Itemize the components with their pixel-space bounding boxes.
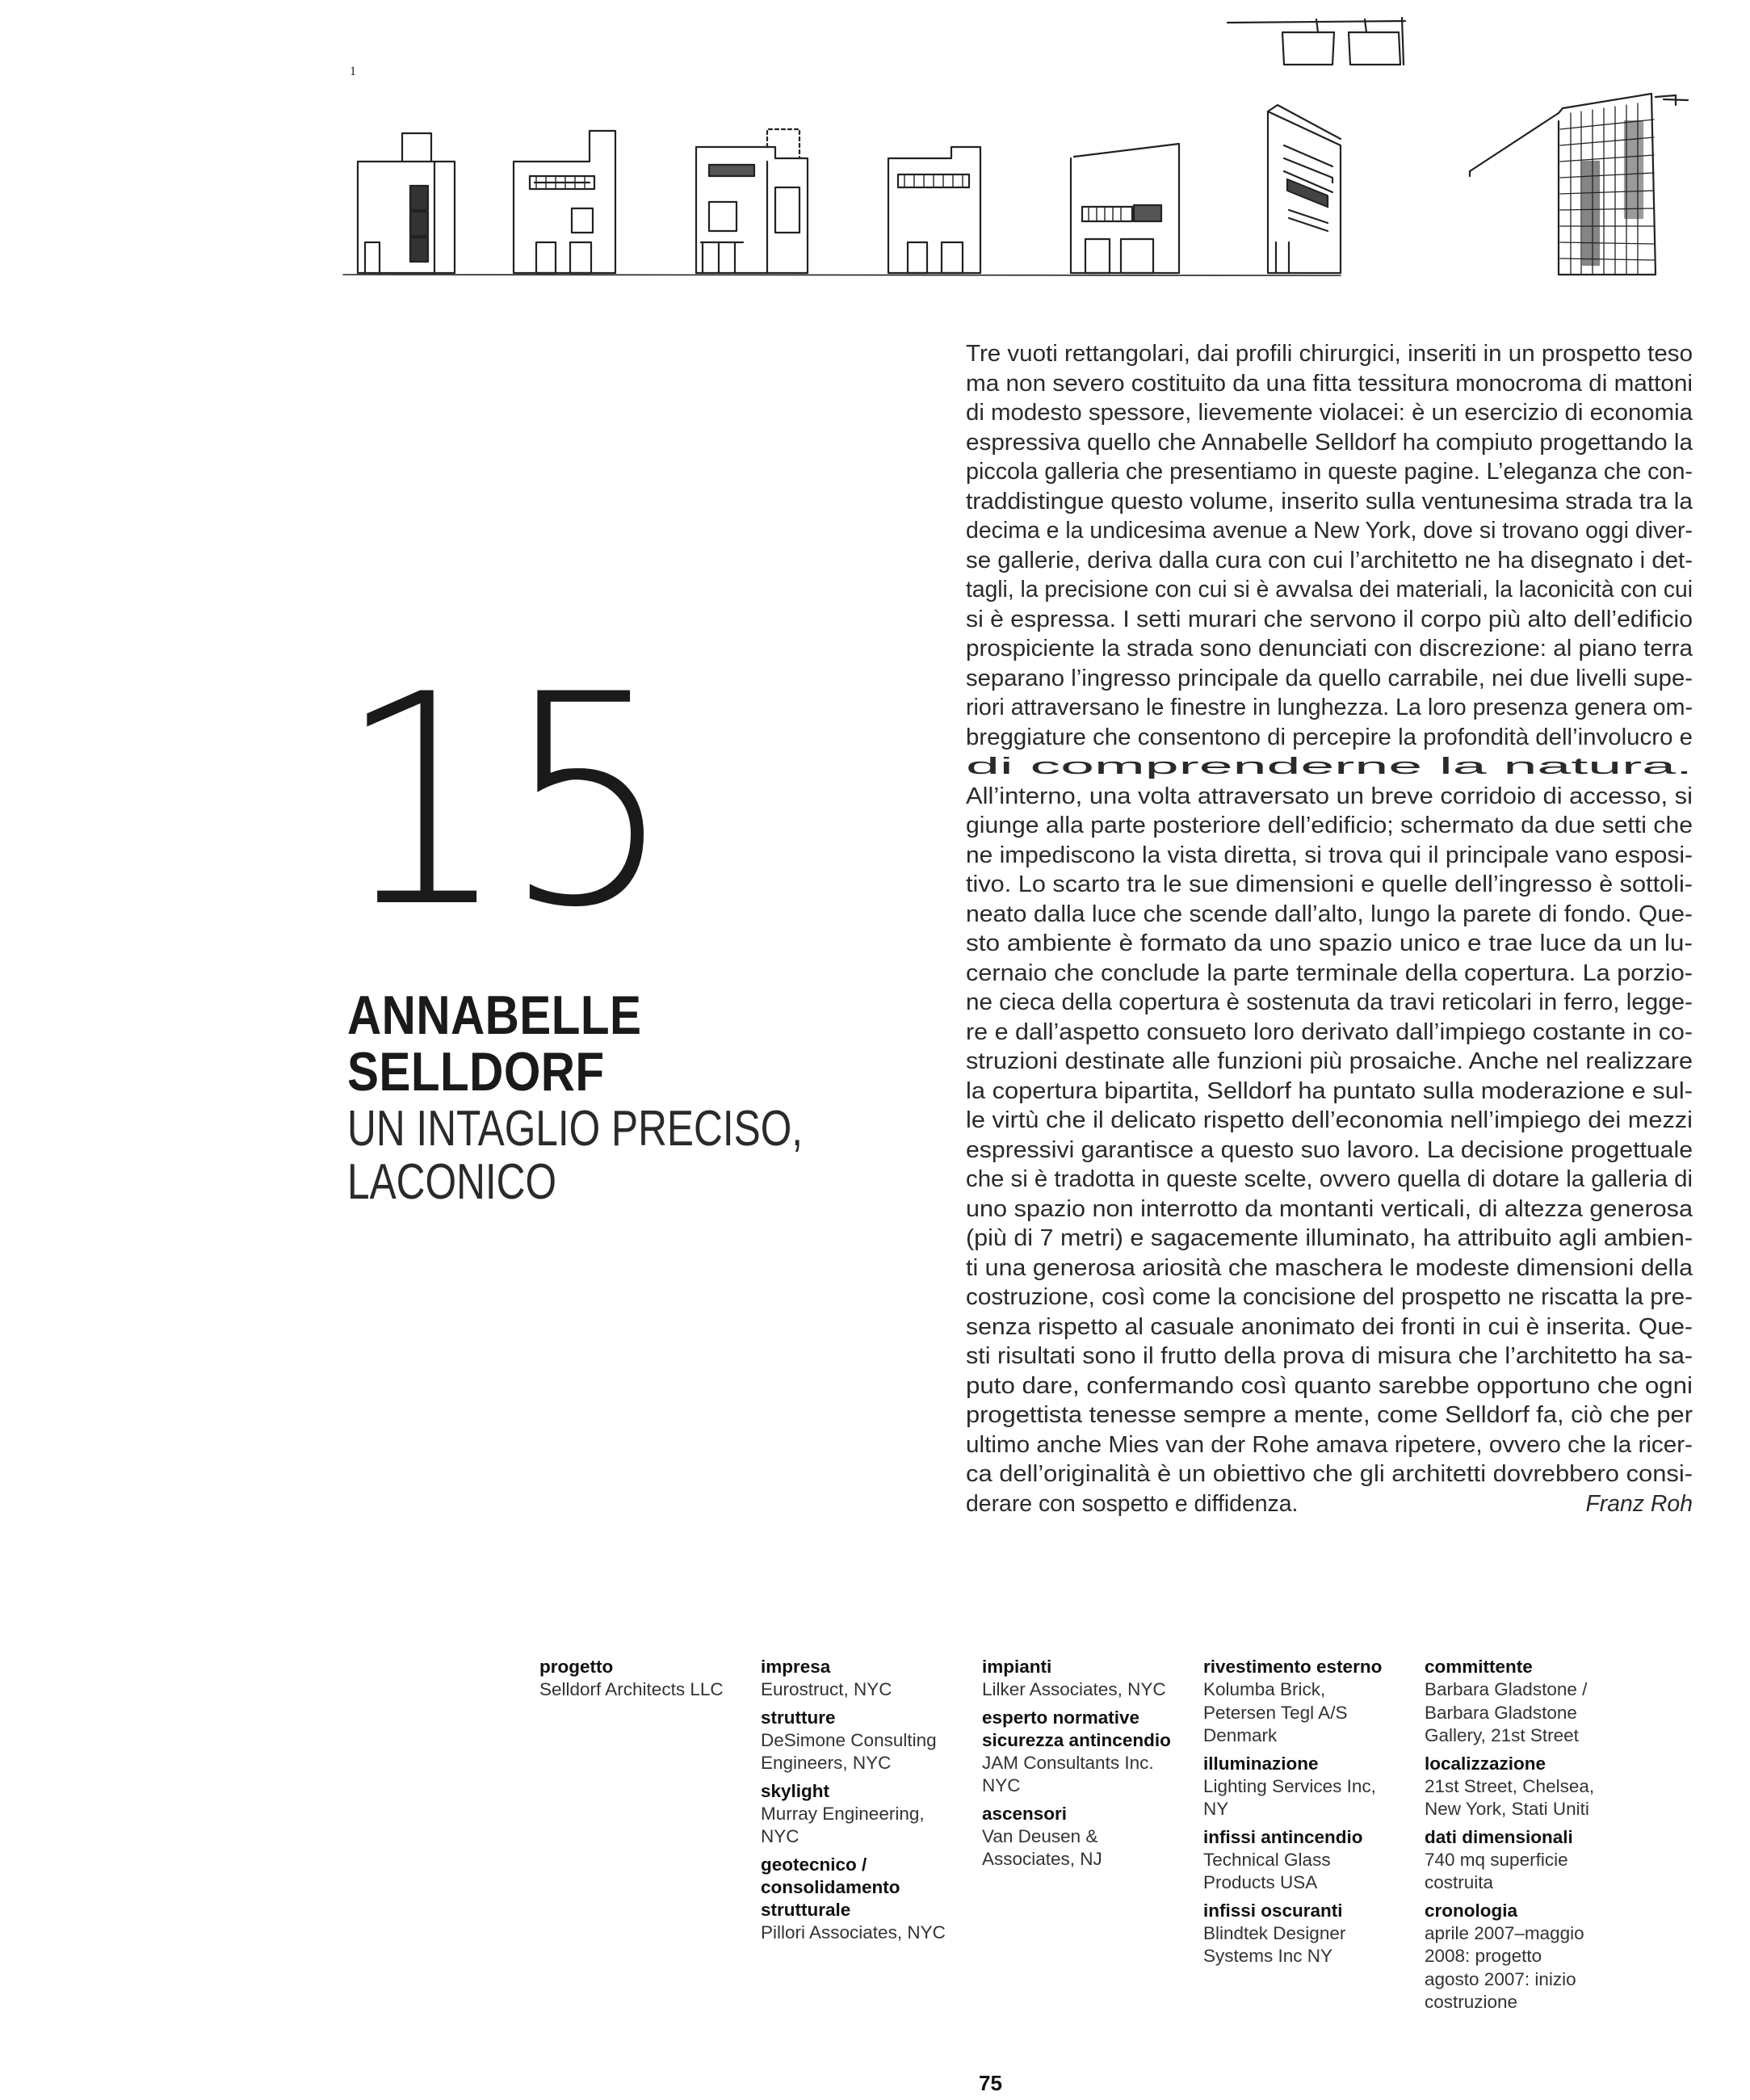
article-line: senza rispetto al casuale anonimato dei fronti in cui è inserita. Que- (966, 1313, 1693, 1340)
credit-entry (1425, 1826, 1646, 1895)
credits-column (761, 1656, 982, 2019)
credit-entry (1203, 1826, 1425, 1895)
credit-label: illuminazione (1203, 1753, 1319, 1774)
article-line: progettista tenesse sempre a mente, come Selldorf fa, ciò che per (966, 1402, 1693, 1428)
credit-entry (982, 1803, 1203, 1871)
credit-entry (982, 1656, 1203, 1702)
credit-entry (1203, 1900, 1425, 1968)
credit-entry (1203, 1656, 1425, 1748)
article-body (966, 339, 1693, 1518)
article-line: All’interno, una volta attraversato un breve corridoio di accesso, si (966, 783, 1693, 809)
credit-label: dati dimensionali (1425, 1826, 1573, 1847)
building-elevation-sketch-4 (888, 147, 980, 273)
credit-value: Lilker Associates, NYC (982, 1679, 1166, 1699)
article-line: tagli, la precisione con cui si è avvalsa dei materiali, la laconicità con cui (966, 577, 1693, 603)
figure-number: 1 (350, 65, 356, 78)
credit-entry (1425, 1900, 1646, 2014)
building-perspective-sketch (1470, 94, 1688, 275)
article-line: (più di 7 metri) e sagacemente illuminato, ha attribuito agli ambien- (966, 1225, 1693, 1251)
article-line: prospiciente la strada sono denunciati con discrezione: al piano terra (966, 636, 1693, 662)
article-line: Tre vuoti rettangolari, dai profili chirurgici, inseriti in un prospetto teso (966, 341, 1693, 367)
credit-label: localizzazione (1425, 1753, 1546, 1774)
credit-entry (761, 1656, 982, 1702)
article-line: cernaio che conclude la parte terminale della copertura. La porzio- (966, 960, 1693, 986)
article-last-line (966, 1489, 1693, 1519)
article-line: ultimo anche Mies van der Rohe amava ripetere, ovvero che la ricer- (966, 1431, 1693, 1458)
credit-value: aprile 2007–maggio 2008: progetto agosto 2007: inizio costruzione (1425, 1922, 1584, 2012)
credits-column (1203, 1656, 1425, 2019)
credit-label: geotecnico / consolidamento strutturale (761, 1854, 900, 1920)
credit-value: Barbara Gladstone / Barbara Gladstone Gallery, 21st Street (1425, 1679, 1588, 1745)
article-line: sto ambiente è formato da uno spazio unico e trae luce da un lu- (966, 930, 1693, 956)
credit-value: Murray Engineering, NYC (761, 1803, 925, 1846)
credit-label: impianti (982, 1657, 1052, 1677)
credit-label: progetto (539, 1657, 614, 1677)
credit-label: infissi oscuranti (1203, 1900, 1343, 1921)
article-closing-text: derare con sospetto e diffidenza. (966, 1490, 1299, 1517)
page-number: 75 (979, 2071, 1002, 2095)
credit-label: ascensori (982, 1803, 1068, 1824)
author-name: ANNABELLE SELLDORF (347, 985, 642, 1102)
article-line: ti una generosa ariosità che maschera le modeste dimensioni della (966, 1254, 1693, 1281)
article-line: puto dare, confermando così quanto sarebbe opportuno che ogni (966, 1372, 1693, 1399)
article-line: ca dell’originalità è un obiettivo che gli architetti dovrebbero consi- (966, 1461, 1693, 1487)
credits-column (1425, 1656, 1646, 2019)
article-line: che si è tradotta in queste scelte, ovvero quella di dotare la galleria di (966, 1166, 1693, 1192)
article-line: riori attraversano le finestre in lunghezza. La loro presenza genera om- (966, 695, 1693, 720)
building-elevation-sketch-3 (696, 129, 808, 273)
article-line: separano l’ingresso principale da quello carrabile, nei due livelli supe- (966, 665, 1693, 691)
credit-entry (761, 1707, 982, 1775)
credit-entry (1425, 1656, 1646, 1748)
credit-label: strutture (761, 1707, 836, 1728)
credit-entry (1425, 1753, 1646, 1821)
article-line: la copertura bipartita, Selldorf ha puntato sulla moderazione e sul- (966, 1077, 1693, 1104)
article-line: re e dall’aspetto consueto loro derivato dall’impiego costante in co- (966, 1018, 1693, 1045)
credit-value: 21st Street, Chelsea, New York, Stati Uniti (1425, 1775, 1595, 1819)
credit-value: 740 mq superficie costruita (1425, 1849, 1568, 1892)
credit-value: Pillori Associates, NYC (761, 1922, 946, 1942)
article-line: espressivi garantisce a questo suo lavoro. La decisione progettuale (966, 1136, 1693, 1163)
elevation-sketches (0, 0, 1750, 291)
credit-label: committente (1425, 1657, 1533, 1677)
article-line: le virtù che il delicato rispetto dell’economia nell’impiego dei mezzi (966, 1107, 1693, 1133)
credit-value: Selldorf Architects LLC (539, 1679, 724, 1699)
credit-value: Van Deusen & Associates, NJ (982, 1825, 1102, 1869)
article-line: decima e la undicesima avenue a New York, dove si trovano oggi diver- (966, 518, 1693, 544)
credit-entry (539, 1656, 761, 1702)
credit-value: DeSimone Consulting Engineers, NYC (761, 1729, 937, 1773)
credit-label: skylight (761, 1780, 830, 1801)
article-line: se gallerie, deriva dalla cura con cui l’architetto ne ha disegnato i det- (966, 547, 1693, 573)
article-line: ne cieca della copertura è sostenuta da travi reticolari in ferro, legge- (966, 989, 1693, 1015)
article-line: uno spazio non interrotto da montanti verticali, di altezza generosa (966, 1195, 1693, 1222)
credit-entry (761, 1854, 982, 1945)
credit-label: impresa (761, 1657, 831, 1677)
article-line: piccola galleria che presentiamo in queste pagine. L’eleganza che con- (966, 459, 1693, 485)
article-line: ne impediscono la vista diretta, si trova qui il principale vano esposi- (966, 842, 1693, 868)
article-line: espressiva quello che Annabelle Selldorf ha compiuto progettando la (966, 429, 1693, 456)
project-credits (539, 1656, 1702, 2019)
credit-entry (982, 1707, 1203, 1798)
credit-value: Eurostruct, NYC (761, 1679, 892, 1699)
building-elevation-sketch-1 (358, 133, 455, 273)
credit-value: Technical Glass Products USA (1203, 1849, 1331, 1892)
article-line: tivo. Lo scarto tra le sue dimensioni e quelle dell’ingresso è sottoli- (966, 872, 1693, 897)
credit-value: Kolumba Brick, Petersen Tegl A/S Denmark (1203, 1679, 1348, 1745)
credit-entry (761, 1780, 982, 1849)
article-line: costruzione, così come la concisione del prospetto ne riscatta la pre- (966, 1284, 1693, 1310)
credit-value: Lighting Services Inc, NY (1203, 1775, 1376, 1819)
credits-column (539, 1656, 761, 2019)
credit-label: infissi antincendio (1203, 1826, 1363, 1847)
article-line: breggiature che consentono di percepire la profondità dell’involucro e (966, 724, 1693, 750)
credits-column (982, 1656, 1203, 2019)
article-line: neato dalla luce che scende dall’alto, lungo la parete di fondo. Que- (966, 901, 1693, 927)
article-line: sti risultati sono il frutto della prova di misura che l’architetto ha sa- (966, 1343, 1693, 1369)
building-elevation-sketch-2 (514, 131, 615, 273)
credit-label: rivestimento esterno (1203, 1657, 1383, 1677)
author-signature: Franz Roh (1585, 1490, 1693, 1517)
credit-entry (1203, 1753, 1425, 1821)
credit-label: esperto normative sicurezza antincendio (982, 1707, 1171, 1750)
article-line: struzioni destinate alle funzioni più prosaiche. Anche nel realizzare (966, 1048, 1693, 1074)
article-line: traddistingue questo volume, inserito sulla ventunesima strada tra la (966, 488, 1693, 514)
credit-value: Blindtek Designer Systems Inc NY (1203, 1922, 1346, 1966)
article-line: giunge alla parte posteriore dell’edificio; schermato da due setti che (966, 813, 1693, 838)
building-elevation-sketch-5 (1071, 144, 1179, 273)
article-line: ma non severo costituito da una fitta tessitura monocroma di mattoni (966, 370, 1693, 397)
article-number: 15 (338, 632, 669, 971)
article-line: di comprenderne la natura. (966, 754, 1693, 779)
article-subtitle: UN INTAGLIO PRECISO, LACONICO (347, 1101, 804, 1210)
credit-value: JAM Consultants Inc. NYC (982, 1752, 1154, 1796)
article-line: si è espressa. I setti murari che servono il corpo più alto dell’edificio (966, 606, 1693, 632)
credit-label: cronologia (1425, 1900, 1518, 1921)
building-elevation-sketch-6 (1268, 105, 1341, 273)
plan-fragment-sketch (1228, 18, 1405, 65)
article-line: di modesto spessore, lievemente violacei: è un esercizio di economia (966, 400, 1693, 426)
